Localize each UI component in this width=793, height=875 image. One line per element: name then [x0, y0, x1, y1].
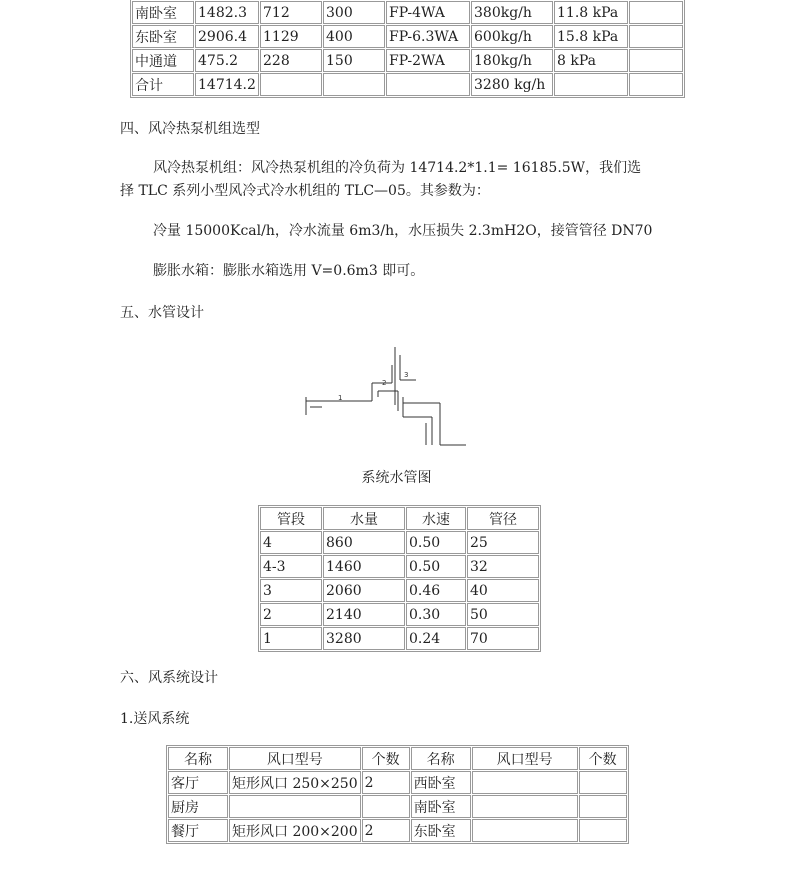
pipe-table-cell: 4-3: [260, 555, 322, 578]
pipe-table-row: [260, 627, 539, 650]
load-table-cell: 2906.4: [195, 25, 259, 48]
load-table-cell: 15.8 kPa: [554, 25, 628, 48]
pipe-header-segment: 管段: [260, 507, 322, 530]
air-table-cell: [472, 771, 578, 794]
air-table-cell: [362, 795, 410, 818]
load-table-cell: [629, 25, 683, 48]
diagram-caption: 系统水管图: [361, 470, 432, 486]
load-table-cell: 380kg/h: [471, 1, 553, 24]
air-header-count-2: 个数: [579, 747, 627, 770]
air-table-cell: 南卧室: [411, 795, 471, 818]
air-table-cell: [579, 771, 627, 794]
air-table-cell: 2: [362, 819, 410, 842]
pipe-table-cell: 3280: [323, 627, 405, 650]
air-table-cell: [472, 819, 578, 842]
load-table-cell: 400: [323, 25, 385, 48]
pipe-table-cell: 2140: [323, 603, 405, 626]
load-table-cell: 475.2: [195, 49, 259, 72]
section-5-heading: 五、水管设计: [120, 305, 204, 321]
load-table-cell: 合计: [132, 73, 194, 96]
pipe-table-cell: 0.50: [406, 531, 466, 554]
air-table-cell: 客厅: [168, 771, 228, 794]
pipe-table-cell: 0.24: [406, 627, 466, 650]
pipe-table-cell: 3: [260, 579, 322, 602]
load-table-cell: FP-2WA: [386, 49, 470, 72]
air-header-model-1: 风口型号: [229, 747, 361, 770]
air-table-cell: [229, 795, 361, 818]
air-table-row: [168, 819, 627, 842]
load-table-cell: 中通道: [132, 49, 194, 72]
load-table-cell: [629, 49, 683, 72]
load-table-cell: 1129: [260, 25, 322, 48]
load-table-cell: 8 kPa: [554, 49, 628, 72]
load-table-cell: FP-4WA: [386, 1, 470, 24]
load-table-cell: [260, 73, 322, 96]
pipe-table-row: [260, 555, 539, 578]
pipe-table-cell: 0.30: [406, 603, 466, 626]
expansion-tank-note: 膨胀水箱：膨胀水箱选用 V=0.6m3 即可。: [153, 263, 425, 279]
pipe-table-row: [260, 579, 539, 602]
pipe-table-header-row: [260, 507, 539, 530]
supply-air-subheading: 1.送风系统: [120, 711, 190, 727]
pipe-table-cell: 0.50: [406, 555, 466, 578]
air-outlet-table: [166, 745, 629, 844]
pipe-header-flow: 水量: [323, 507, 405, 530]
air-header-name-1: 名称: [168, 747, 228, 770]
air-header-name-2: 名称: [411, 747, 471, 770]
pipe-header-diameter: 管径: [467, 507, 539, 530]
load-table-cell: 3280 kg/h: [471, 73, 553, 96]
air-table-cell: [579, 795, 627, 818]
section-4-heading: 四、风冷热泵机组选型: [120, 121, 260, 137]
section-4-paragraph-line-1: 风冷热泵机组：风冷热泵机组的冷负荷为 14714.2*1.1= 16185.5W，我们选: [153, 160, 642, 176]
pipe-table-cell: 50: [467, 603, 539, 626]
load-table-row: [132, 73, 683, 96]
pipe-table-cell: 32: [467, 555, 539, 578]
air-table-cell: [472, 795, 578, 818]
load-table-row: [132, 49, 683, 72]
pipe-table-row: [260, 531, 539, 554]
pipe-table-cell: 70: [467, 627, 539, 650]
air-table-cell: 西卧室: [411, 771, 471, 794]
load-table-cell: 180kg/h: [471, 49, 553, 72]
load-table-cell: 300: [323, 1, 385, 24]
pipe-sizing-table: [258, 505, 541, 652]
pipe-table-row: [260, 603, 539, 626]
air-table-cell: 厨房: [168, 795, 228, 818]
load-table-cell: 712: [260, 1, 322, 24]
air-table-row: [168, 795, 627, 818]
load-table-cell: 150: [323, 49, 385, 72]
pipe-table-cell: 0.46: [406, 579, 466, 602]
load-table-cell: 1482.3: [195, 1, 259, 24]
pipe-label-3: 3: [404, 371, 409, 379]
air-table-header-row: [168, 747, 627, 770]
load-table-cell: [554, 73, 628, 96]
pipe-label-1: 1: [338, 394, 343, 402]
load-table-cell: [323, 73, 385, 96]
section-4-paragraph-line-2: 择 TLC 系列小型风冷式冷水机组的 TLC—05。其参数为：: [120, 183, 490, 199]
pipe-table-cell: 1: [260, 627, 322, 650]
water-pipe-diagram: [300, 345, 475, 450]
pipe-table-cell: 40: [467, 579, 539, 602]
load-table-cell: 14714.2: [195, 73, 259, 96]
pipe-label-2: 2: [382, 379, 387, 387]
pipe-table-cell: 2060: [323, 579, 405, 602]
load-table: [130, 0, 685, 98]
air-table-cell: 矩形风口 250×250: [229, 771, 361, 794]
air-table-cell: [579, 819, 627, 842]
load-table-cell: 228: [260, 49, 322, 72]
air-table-cell: 2: [362, 771, 410, 794]
air-header-model-2: 风口型号: [472, 747, 578, 770]
pipe-table-cell: 25: [467, 531, 539, 554]
air-table-cell: 东卧室: [411, 819, 471, 842]
load-table-cell: [386, 73, 470, 96]
load-table-cell: FP-6.3WA: [386, 25, 470, 48]
pipe-header-velocity: 水速: [406, 507, 466, 530]
air-table-cell: 矩形风口 200×200: [229, 819, 361, 842]
air-table-row: [168, 771, 627, 794]
pipe-table-cell: 2: [260, 603, 322, 626]
load-table-cell: 东卧室: [132, 25, 194, 48]
pipe-table-cell: 860: [323, 531, 405, 554]
load-table-cell: 南卧室: [132, 1, 194, 24]
air-table-cell: 餐厅: [168, 819, 228, 842]
load-table-cell: [629, 1, 683, 24]
load-table-cell: 600kg/h: [471, 25, 553, 48]
chiller-parameters: 冷量 15000Kcal/h，冷水流量 6m3/h，水压损失 2.3mH2O，接管管径 DN70: [153, 223, 653, 239]
load-table-row: [132, 25, 683, 48]
air-header-count-1: 个数: [362, 747, 410, 770]
load-table-cell: 11.8 kPa: [554, 1, 628, 24]
pipe-table-cell: 4: [260, 531, 322, 554]
load-table-row: [132, 1, 683, 24]
section-6-heading: 六、风系统设计: [120, 670, 218, 686]
pipe-table-cell: 1460: [323, 555, 405, 578]
load-table-cell: [629, 73, 683, 96]
